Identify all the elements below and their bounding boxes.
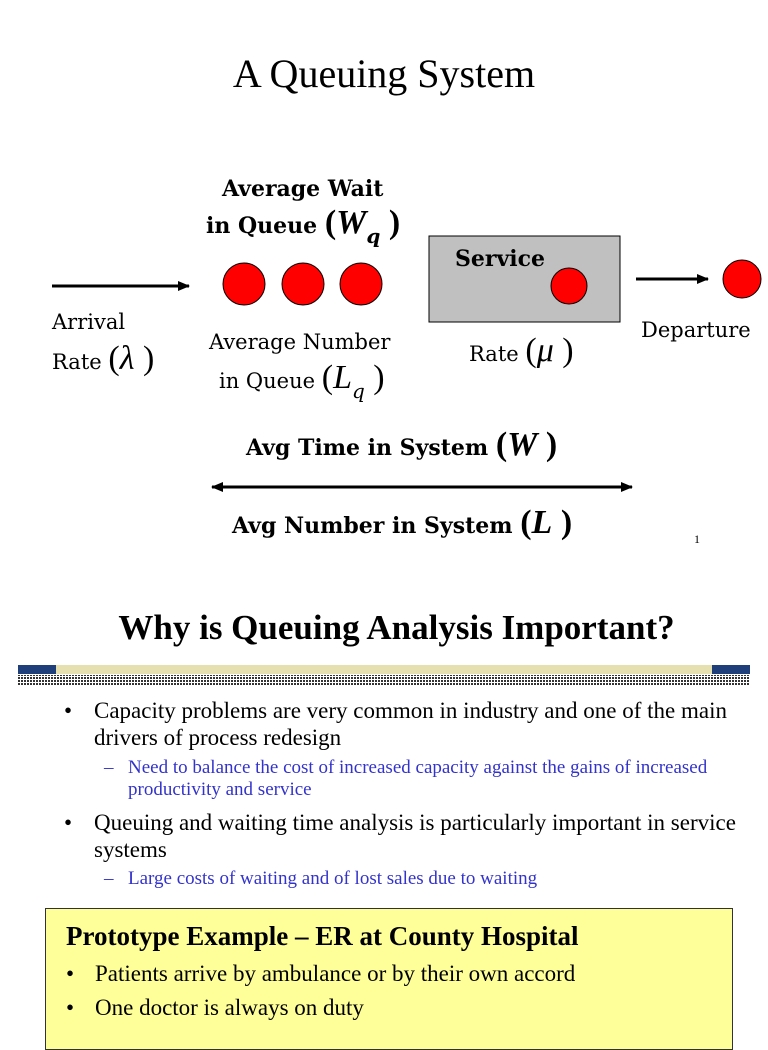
arrival-line1: Arrival	[52, 310, 126, 334]
avg-number-line2: in Queue (Lq )	[219, 359, 385, 403]
service-label: Service	[455, 246, 546, 272]
queue-customer-2	[282, 263, 324, 305]
avg-wait-line1: Average Wait	[222, 176, 384, 202]
departed-customer	[723, 260, 761, 298]
l-symbol: L	[531, 504, 553, 541]
page-number: 1	[694, 532, 700, 546]
queue-customer-1	[223, 263, 265, 305]
title-divider	[18, 665, 750, 689]
queue-customer-3	[340, 263, 382, 305]
w-symbol: W	[507, 426, 538, 463]
avg-number-system-label: Avg Number in System (L )	[232, 504, 573, 541]
wq-symbol: W	[336, 204, 367, 241]
prototype-example-box: Prototype Example – ER at County Hospital • Patients arrive by ambulance or by their own accord • One doctor is always on duty	[45, 908, 733, 1050]
prototype-title: Prototype Example – ER at County Hospital	[66, 921, 579, 951]
slide2-title: Why is Queuing Analysis Important?	[118, 608, 675, 647]
avg-wait-line2: in Queue (Wq )	[206, 204, 401, 248]
lambda-symbol: λ	[119, 340, 135, 377]
avg-time-label: Avg Time in System (W )	[246, 426, 558, 463]
departure-label: Departure	[641, 318, 751, 342]
slide1-title: A Queuing System	[232, 51, 536, 96]
mu-symbol: μ	[536, 332, 554, 369]
service-customer	[551, 268, 587, 304]
rate-label: Rate (μ )	[469, 332, 574, 369]
avg-number-line1: Average Number	[209, 330, 391, 354]
lq-symbol: L	[333, 359, 352, 396]
arrival-line2: Rate (λ )	[52, 340, 155, 377]
